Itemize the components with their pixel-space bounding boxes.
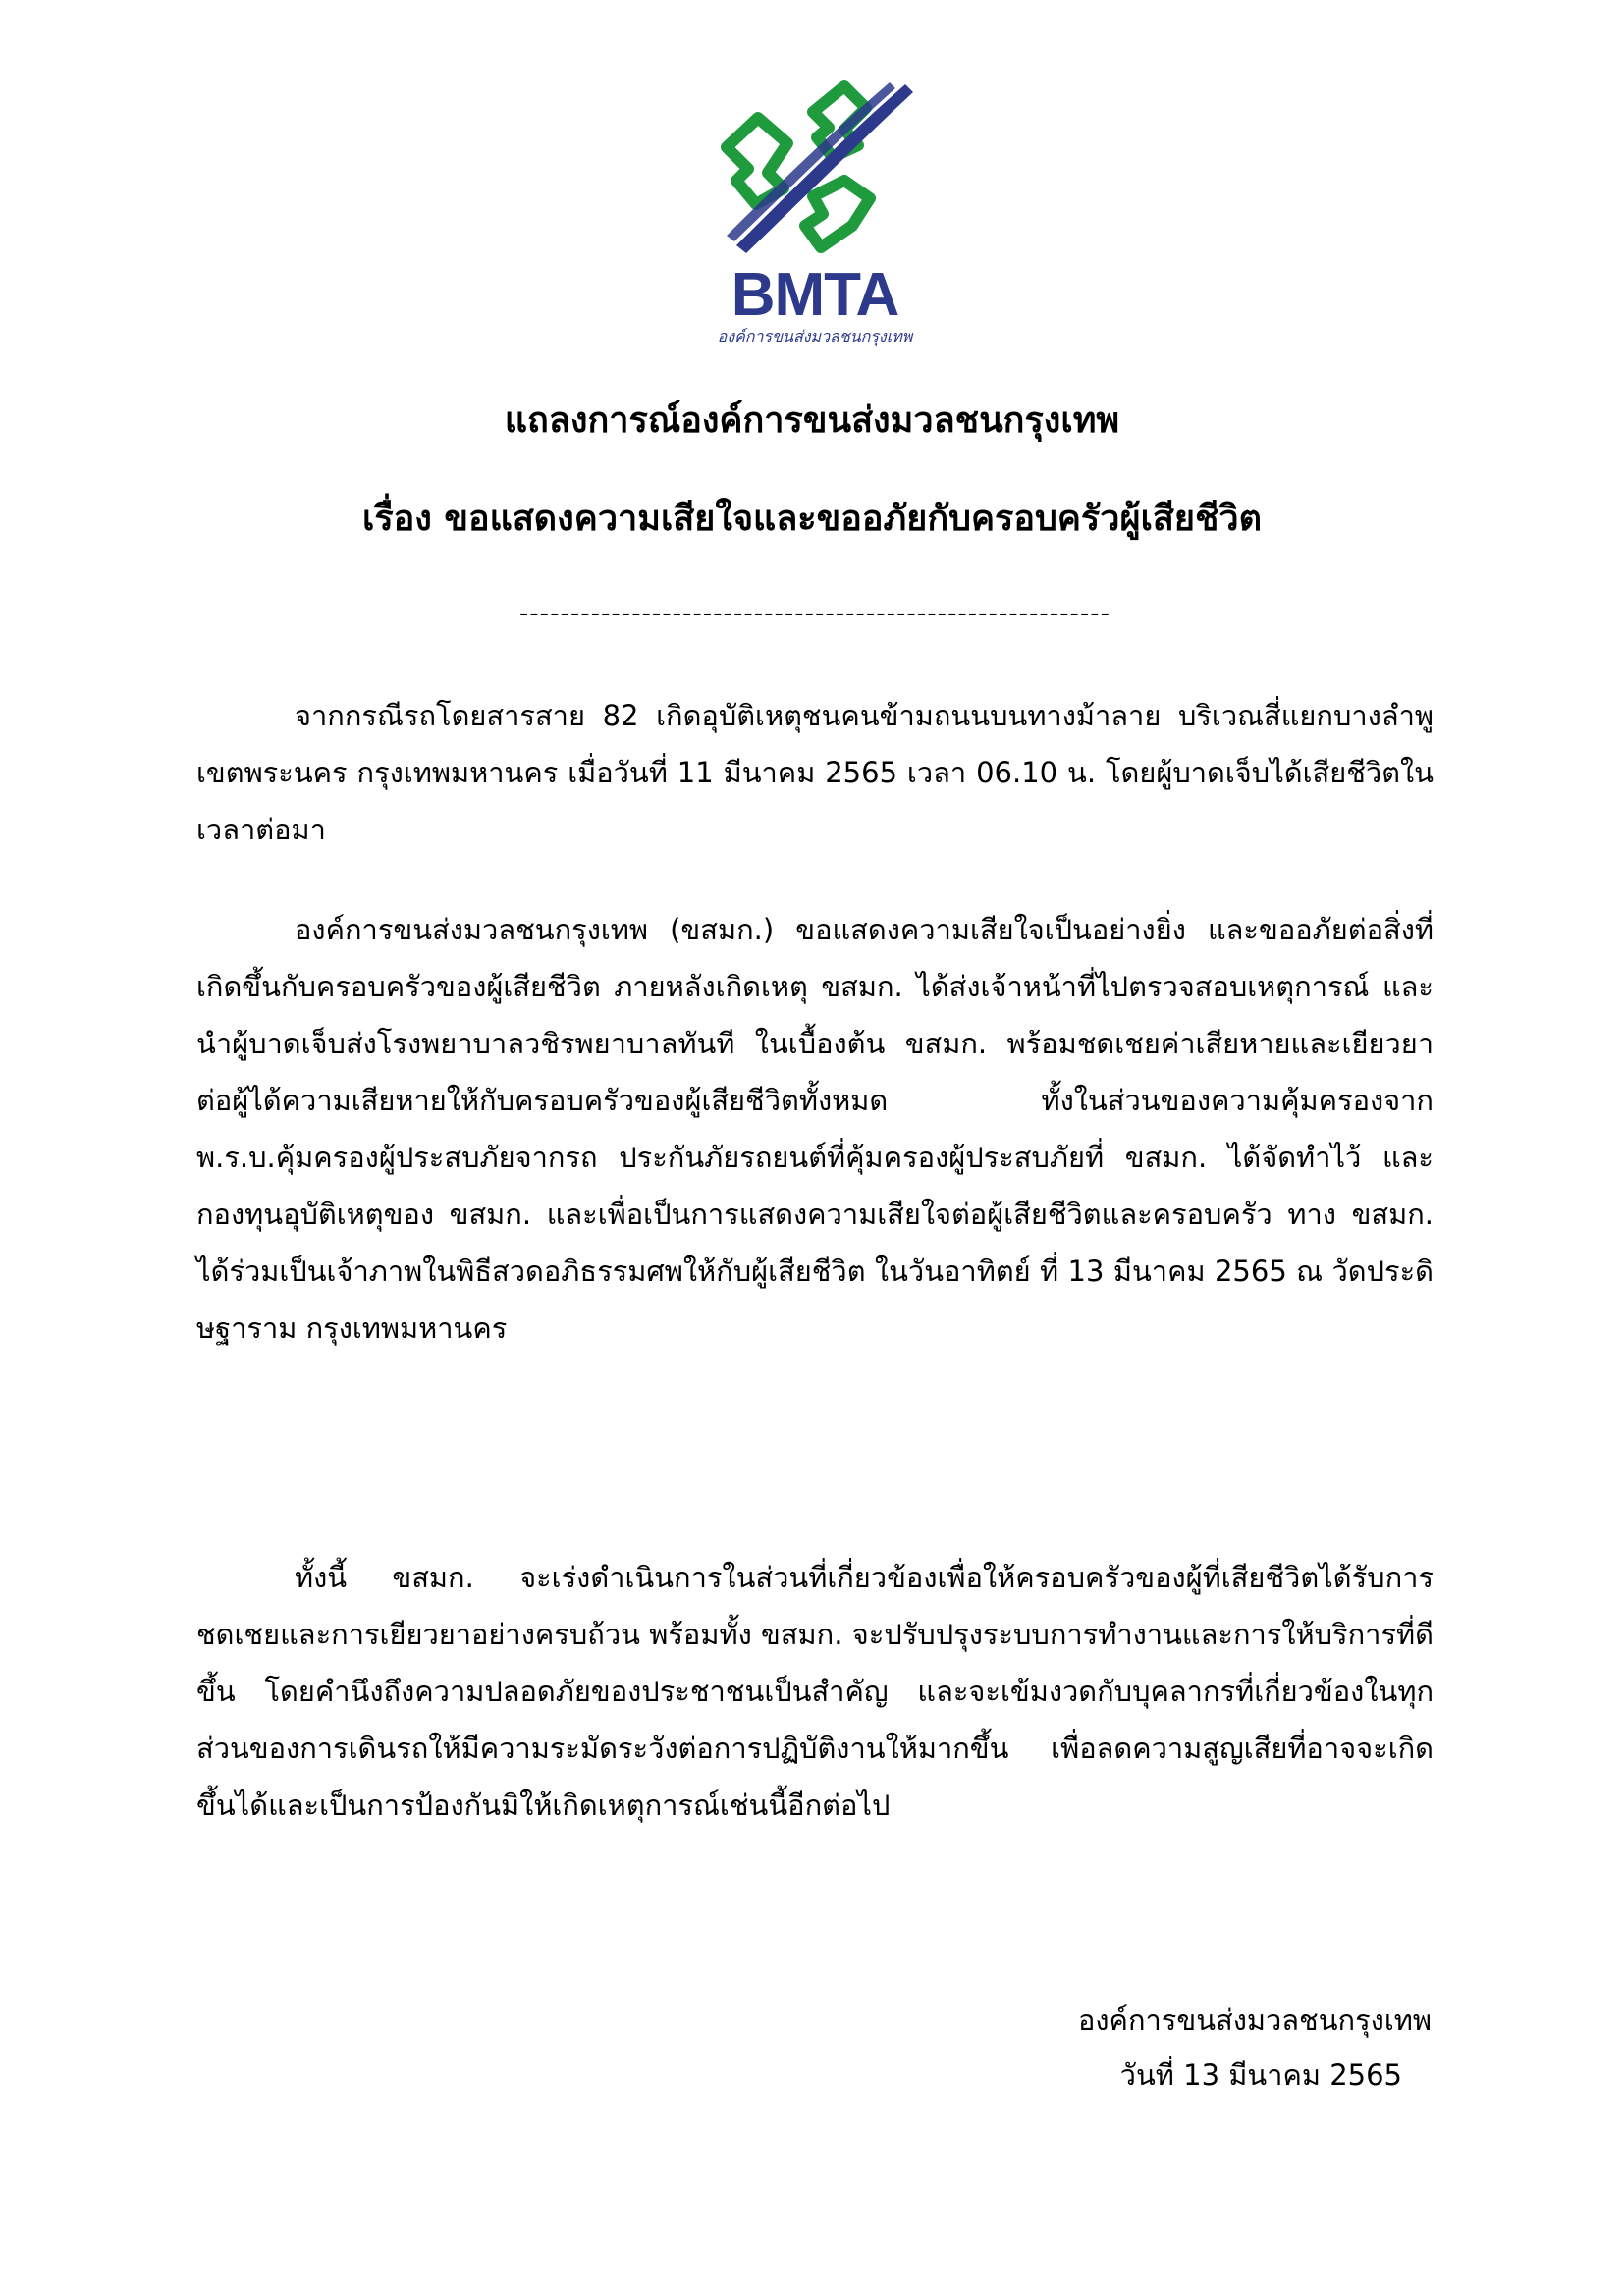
document-subject: เรื่อง ขอแสดงความเสียใจและขออภัยกับครอบครัวผู้เสียชีวิต: [362, 499, 1262, 539]
paragraph-incident: จากกรณีรถโดยสารสาย 82 เกิดอุบัติเหตุชนคนข้ามถนนบนทางม้าลาย บริเวณสี่แยกบางลำพู เขตพระนคร กรุงเทพมหานคร เมื่อวันที่ 11 มีนาคม 2565 เวลา 06.10 น. โดยผู้บาดเจ็บได้เสียชีวิตในเวลาต่อมา: [196, 699, 1434, 846]
logo-subtitle: องค์การขนส่งมวลชนกรุงเทพ: [717, 327, 913, 346]
paragraph-apology: องค์การขนส่งมวลชนกรุงเทพ (ขสมก.) ขอแสดงความเสียใจเป็นอย่างยิ่ง และขออภัยต่อสิ่งที่เกิดขึ้นกับครอบครัวของผู้เสียชีวิต ภายหลังเกิดเหตุ ขสมก. ได้ส่งเจ้าหน้าที่ไปตรวจสอบเหตุการณ์ และนำผู้บาดเจ็บส่งโรงพยาบาลวชิรพยาบาลทันที ในเบื้องต้น ขสมก. พร้อมชดเชยค่าเสียหายและเยียวยาต่อผู้ได้ความเสียหายให้กับครอบครัวของผู้เสียชีวิตทั้งหมด ทั้งในส่วนของความคุ้มครองจาก พ.ร.บ.คุ้มครองผู้ประสบภัยจากรถ ประกันภัยรถยนต์ที่คุ้มครองผู้ประสบภัยที่ ขสมก. ได้จัดทำไว้ และกองทุนอุบัติเหตุของ ขสมก. และเพื่อเป็นการแสดงความเสียใจต่อผู้เสียชีวิตและครอบครัว ทาง ขสมก. ได้ร่วมเป็นเจ้าภาพในพิธีสวดอภิธรรมศพให้กับผู้เสียชีวิต ในวันอาทิตย์ ที่ 13 มีนาคม 2565 ณ วัดประดิษฐาราม กรุงเทพมหานคร: [196, 913, 1434, 1345]
signature-date: วันที่ 13 มีนาคม 2565: [1119, 2058, 1402, 2092]
paragraph-commitment: ทั้งนี้ ขสมก. จะเร่งดำเนินการในส่วนที่เกี่ยวข้องเพื่อให้ครอบครัวของผู้ที่เสียชีวิตได้รับการชดเชยและการเยียวยาอย่างครบถ้วน พร้อมทั้ง ขสมก. จะปรับปรุงระบบการทำงานและการให้บริการที่ดีขึ้น โดยคำนึงถึงความปลอดภัยของประชาชนเป็นสำคัญ และจะเข้มงวดกับบุคลากรที่เกี่ยวข้องในทุกส่วนของการเดินรถให้มีความระมัดระวังต่อการปฏิบัติงานให้มากขึ้น เพื่อลดความสูญเสียที่อาจจะเกิดขึ้นได้และเป็นการป้องกันมิให้เกิดเหตุการณ์เช่นนี้อีกต่อไป: [196, 1561, 1434, 1822]
bmta-emblem-icon: [697, 79, 933, 265]
signature-block: [1078, 1993, 1432, 2103]
bmta-logo: [697, 79, 933, 353]
document-title: แถลงการณ์องค์การขนส่งมวลชนกรุงเทพ: [504, 400, 1120, 441]
divider-line: ----------------------------------------------------------: [518, 599, 1111, 628]
signature-organization: องค์การขนส่งมวลชนกรุงเทพ: [1077, 2003, 1432, 2037]
logo-brand-text: BMTA: [731, 261, 899, 329]
